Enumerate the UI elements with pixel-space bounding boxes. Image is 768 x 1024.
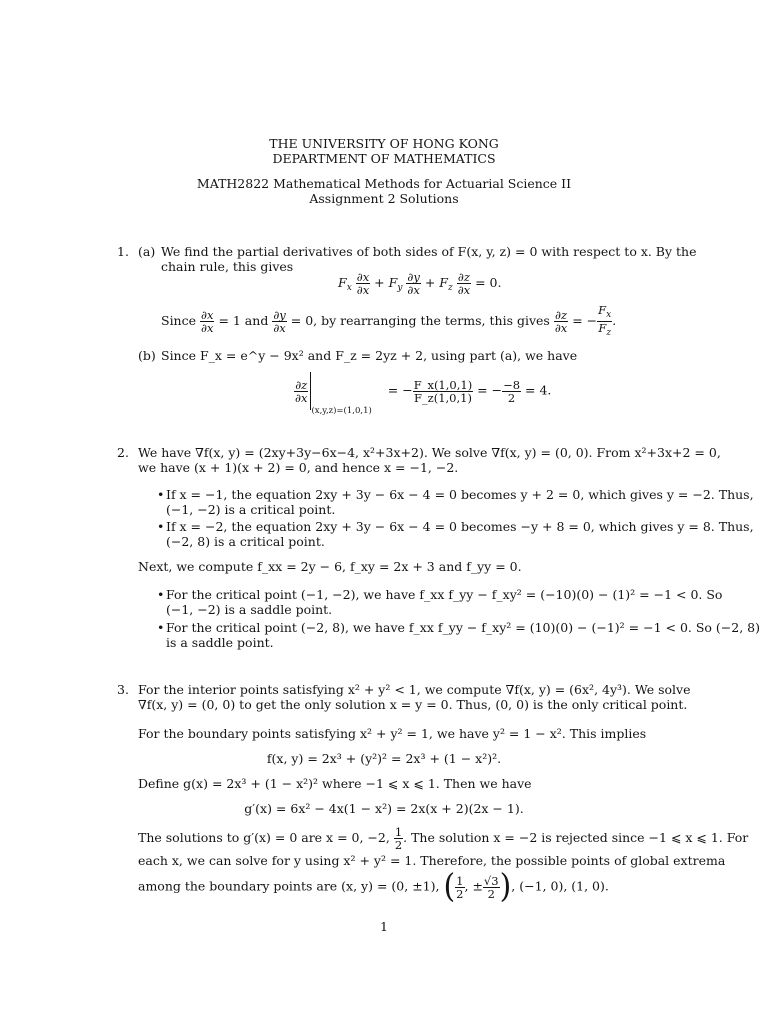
q3-equation-gprime: g′(x) = 6x² − 4x(1 − x²) = 2x(x + 2)(2x − 1).	[244, 801, 524, 816]
q3-line5-end: . The solution x = −2 is rejected since −1 ⩽ x ⩽ 1. For	[403, 830, 749, 845]
bullet-1: •	[157, 487, 165, 502]
q1a-conclusion: Since $\frac{\partial x}{\partial x}$ = 1 and $\frac{\partial y}{\partial x}$ = 0, by rearranging the terms, this gives $\frac{\partial z}{\partial x}$ = − $\frac{F_x}{F_z}$ .	[161, 303, 617, 338]
question-number-3: 3.	[117, 682, 129, 697]
result-value: = 4.	[525, 382, 552, 398]
department-title: DEPARTMENT OF MATHEMATICS	[272, 151, 496, 166]
course-title: MATH2822 Mathematical Methods for Actuarial Science II	[196, 176, 572, 191]
q3-line7-start: among the boundary points are (x, y) = (0, ±1),	[138, 878, 440, 894]
q1b-text: Since F_x = e^y − 9x² and F_z = 2yz + 2, using part (a), we have	[161, 348, 578, 363]
and-text: = 1 and	[218, 313, 269, 328]
q1a-text-line2: chain rule, this gives	[161, 259, 294, 274]
q3-text-line6: each x, we can solve for y using x² + y² = 1. Therefore, the possible points of global extrema	[138, 853, 726, 868]
part-b-label: (b)	[138, 348, 156, 363]
q2-text-line2: we have (x + 1)(x + 2) = 0, and hence x = −1, −2.	[138, 460, 459, 475]
q2-bullet1-line2: (−1, −2) is a critical point.	[166, 502, 336, 517]
q3-text-line1: For the interior points satisfying x² + y² < 1, we compute ∇f(x, y) = (6x², 4y³). We solve	[138, 682, 691, 697]
page-number: 1	[380, 919, 388, 934]
since-word: Since	[161, 313, 197, 328]
bullet-2: •	[157, 519, 165, 534]
q2-bullet3-line1: For the critical point (−1, −2), we have f_xx f_yy − f_xy² = (−10)(0) − (1)² = −1 < 0. So	[166, 587, 723, 602]
part-a-label: (a)	[138, 244, 156, 259]
evaluation-point: (x,y,z)=(1,0,1)	[311, 405, 372, 416]
q3-equation-f: f(x, y) = 2x³ + (y²)² = 2x³ + (1 − x²)².	[266, 751, 502, 766]
denominator-value: 2	[507, 390, 516, 405]
chain-rule-equation: $F_x$ $\frac{\partial x}{\partial x}$ + $F_y$ $\frac{\partial y}{\partial x}$ + $F_z$ $\frac{\partial z}{\partial x}$ = 0.	[338, 270, 502, 297]
bullet-4: •	[157, 620, 165, 635]
q2-bullet1-line1: If x = −1, the equation 2xy + 3y − 6x − 4 = 0 becomes y + 2 = 0, which gives y = −2. Thus,	[166, 487, 754, 502]
bullet-3: •	[157, 587, 165, 602]
question-number-2: 2.	[117, 445, 129, 460]
numerator-value: −8	[503, 377, 521, 392]
university-title: THE UNIVERSITY OF HONG KONG	[269, 136, 499, 151]
q3-text-line7: among the boundary points are (x, y) = (0, ±1), ( $\frac{1}{2}$ , ± $\frac{√3}{2}$ ), (−1, 0), (1, 0).	[138, 867, 609, 906]
fx-value: F_x(1,0,1)	[413, 377, 473, 392]
q2-text-line1: We have ∇f(x, y) = (2xy+3y−6x−4, x²+3x+2). We solve ∇f(x, y) = (0, 0). From x²+3x+2 = 0,	[138, 445, 721, 460]
q3-line5-start: The solutions to g′(x) = 0 are x = 0, −2,	[138, 830, 390, 845]
q2-bullet4-line2: is a saddle point.	[166, 635, 274, 650]
q2-bullet2-line1: If x = −2, the equation 2xy + 3y − 6x − 4 = 0 becomes −y + 8 = 0, which gives y = 8. Thus,	[166, 519, 754, 534]
rearranging-text: = 0, by rearranging the terms, this gives	[290, 313, 550, 328]
q2-bullet2-line2: (−2, 8) is a critical point.	[166, 534, 325, 549]
q2-next-compute: Next, we compute f_xx = 2y − 6, f_xy = 2x + 3 and f_yy = 0.	[138, 559, 522, 574]
q2-bullet4-line1: For the critical point (−2, 8), we have f_xx f_yy − f_xy² = (10)(0) − (−1)² = −1 < 0. So (−2, 8)	[166, 620, 761, 635]
q3-text-line4: Define g(x) = 2x³ + (1 − x²)² where −1 ⩽ x ⩽ 1. Then we have	[138, 776, 532, 791]
q3-text-line3: For the boundary points satisfying x² + y² = 1, we have y² = 1 − x². This implies	[138, 726, 647, 741]
q3-text-line5: The solutions to g′(x) = 0 are x = 0, −2, $\frac{1}{2}$ . The solution x = −2 is rejected since −1 ⩽ x ⩽ 1. For	[138, 825, 749, 852]
q3-line7-end: , (−1, 0), (1, 0).	[511, 878, 609, 894]
question-number-1: 1.	[117, 244, 129, 259]
assignment-title: Assignment 2 Solutions	[309, 191, 459, 206]
fz-value: F_z(1,0,1)	[413, 390, 472, 405]
partial-evaluation-equation: $\frac{\partial z}{\partial x}$ $_{(x,y,z)=(1,0,1)}$ = − $\frac{F\_x(1,0,1)}{F\_z(1,0,1)}$ = − $\frac{-8}{2}$ = 4.	[294, 372, 551, 419]
q3-text-line2: ∇f(x, y) = (0, 0) to get the only solution x = y = 0. Thus, (0, 0) is the only critical point.	[138, 697, 688, 712]
q1a-text-line1: We find the partial derivatives of both sides of F(x, y, z) = 0 with respect to x. By the	[161, 244, 697, 259]
q2-bullet3-line2: (−1, −2) is a saddle point.	[166, 602, 333, 617]
